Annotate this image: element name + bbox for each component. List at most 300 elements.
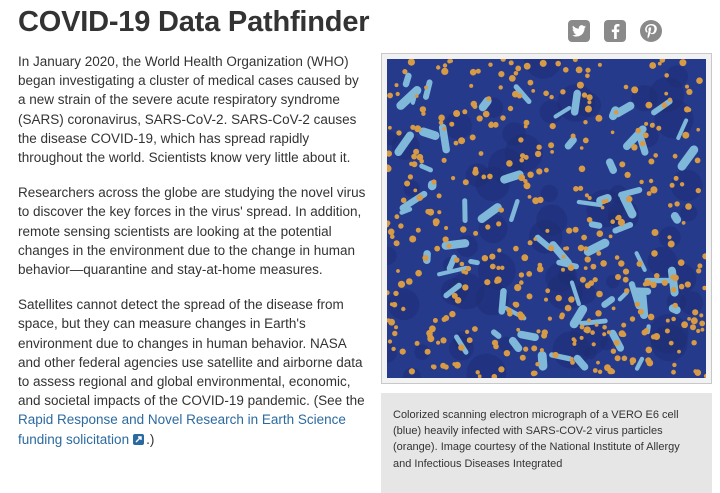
virus-particle [521,254,528,261]
virus-particle [572,342,576,346]
virus-particle [580,146,584,150]
virus-particle [495,276,502,283]
virus-particle [440,337,446,343]
virus-particle [587,100,591,104]
virus-particle [648,159,654,165]
virus-particle [391,347,395,351]
virus-particle [416,228,421,233]
cell-protrusion [537,351,547,371]
virus-particle [415,341,420,346]
virus-particle [520,153,525,158]
virus-particle [559,314,564,319]
virus-particle [436,65,440,69]
figure-caption: Colorized scanning electron micrograph of a VERO E6 cell (blue) heavily infected with SARS-COV-2 virus particles (orange). Image courtesy of the National Institute of Allergy and Infectious Diseases Integrated [393,409,680,470]
virus-particle [664,92,668,96]
virus-particle [390,234,395,239]
virus-particle [566,228,572,234]
virus-particle [420,106,426,112]
virus-particle [580,325,585,330]
virus-particle [442,317,447,322]
virus-particle [630,357,637,364]
virus-particle [626,196,632,202]
virus-particle [587,94,593,100]
virus-particle [449,311,455,317]
virus-particle [537,266,544,273]
cell-texture [680,291,704,315]
virus-particle [516,328,520,332]
virus-particle [519,280,524,285]
virus-particle [692,309,698,315]
virus-particle [488,122,494,128]
virus-particle [540,348,544,352]
virus-particle [668,203,673,208]
virus-particle [550,150,554,154]
virus-particle [394,240,400,246]
virus-particle [401,198,407,204]
external-link-icon [133,434,144,445]
virus-particle [508,106,513,111]
virus-particle [576,67,583,74]
virus-particle [458,344,464,350]
virus-particle [696,128,700,132]
virus-particle [654,273,660,279]
virus-particle [438,115,445,122]
virus-particle [500,266,504,270]
virus-particle [662,280,668,286]
virus-particle [602,332,606,336]
virus-particle [398,223,403,228]
virus-particle [439,120,444,125]
virus-particle [404,181,410,187]
virus-particle [631,86,638,93]
virus-particle [528,240,533,245]
virus-particle [535,151,541,157]
virus-particle [443,63,447,67]
virus-particle [545,288,550,293]
virus-particle [616,215,622,221]
virus-particle [587,318,591,322]
virus-particle [596,291,603,298]
research-paragraph: Researchers across the globe are studying the novel virus to discover the key forces in the virus' spread. In addition, remote sensing scientists are looking at the potential changes in the environment due to the change in human behavior—quarantine and stay-at-home measures. [18,185,366,278]
virus-particle [509,75,516,82]
virus-particle [497,248,501,252]
virus-particle [621,323,626,328]
intro-paragraph: In January 2020, the World Health Organization (WHO) began investigating a cluster of medical cases caused by a new strain of the severe acute respiratory syndrome (SARS) coronavirus, SARS-CoV-2. SARS-CoV-2 causes the disease COVID-19, which has spread rapidly throughout the world. Scientists know very little about it. [18,54,359,166]
virus-particle [528,80,534,86]
virus-particle [463,286,468,291]
virus-particle [587,217,593,223]
facebook-icon [611,24,620,39]
virus-particle [650,123,655,128]
virus-particle [429,325,436,332]
virus-particle [638,309,644,315]
virus-particle [484,279,490,285]
virus-particle [678,259,685,266]
cell-texture [671,170,703,202]
virus-particle [527,172,533,178]
virus-particle [568,296,574,302]
virus-particle [699,321,705,327]
virus-particle [472,326,478,332]
virus-particle [414,125,421,132]
virus-particle [436,341,440,345]
virus-particle [643,132,649,138]
virus-particle [635,302,640,307]
virus-particle [615,355,621,361]
virus-particle [454,257,460,263]
virus-particle [680,182,684,186]
virus-particle [467,337,473,343]
virus-particle [579,166,586,173]
virus-particle [593,368,598,373]
virus-particle [540,60,547,67]
virus-particle [671,317,676,322]
virus-particle [402,69,407,74]
virus-particle [393,291,398,296]
virus-particle [585,256,591,262]
virus-particle [583,328,587,332]
virus-particle [544,298,548,302]
figure-caption-box [381,393,712,493]
virus-particle [415,270,422,277]
virus-particle [549,95,553,99]
virus-particle [618,260,624,266]
virus-particle [597,230,604,237]
virus-particle [649,62,656,69]
funding-solicitation-link[interactable]: Rapid Response and Novel Research in Earth Science funding solicitation [18,412,346,447]
virus-particle [441,68,448,75]
virus-particle [580,277,586,283]
virus-particle [662,102,668,108]
virus-particle [473,167,478,172]
virus-particle [500,115,505,120]
virus-particle [563,67,569,73]
virus-particle [619,330,626,337]
virus-particle [514,284,521,291]
micrograph-image [387,59,706,378]
virus-particle [524,120,530,126]
virus-particle [685,281,691,287]
share-twitter-button[interactable] [568,20,590,42]
virus-particle [506,308,512,314]
virus-particle [646,360,653,367]
virus-particle [425,349,431,355]
virus-particle [611,131,615,135]
article-body [18,52,366,465]
virus-particle [577,82,584,89]
virus-particle [607,330,611,334]
share-bar [568,20,662,42]
virus-particle [513,246,519,252]
virus-particle [479,151,484,156]
virus-particle [518,313,525,320]
virus-particle [650,186,657,193]
virus-particle [394,325,398,329]
virus-particle [465,330,469,334]
virus-particle [449,122,454,127]
virus-particle [674,201,679,206]
virus-particle [570,357,574,361]
virus-particle [580,336,584,340]
virus-particle [388,339,392,343]
virus-particle [427,335,434,342]
virus-particle [466,266,471,271]
satellite-paragraph-end: .) [146,431,155,447]
virus-particle [582,92,587,97]
virus-particle [460,226,466,232]
virus-particle [644,122,648,126]
virus-particle [646,102,653,109]
virus-particle [437,210,441,214]
virus-particle [673,303,678,308]
virus-particle [440,363,446,369]
virus-particle [643,282,647,286]
virus-particle [513,302,518,307]
virus-particle [601,206,605,210]
virus-particle [396,269,400,273]
virus-particle [602,199,607,204]
satellite-paragraph-text: Satellites cannot detect the spread of the disease from space, but they can measure changes in Earth's environment due to changes in human behavior. NASA and other federal agencies use satellite and airborne data to assess regional and global environmental, economic, and societal impacts of the COVID-19 pandemic. (See the [18,297,365,409]
share-facebook-button[interactable] [604,20,626,42]
virus-particle [536,168,542,174]
virus-particle [585,74,590,79]
virus-particle [584,266,588,270]
virus-particle [544,168,549,173]
virus-particle [609,235,613,239]
virus-particle [701,328,705,332]
virus-particle [583,138,589,144]
virus-particle [515,66,521,72]
virus-particle [598,63,602,67]
virus-particle [419,159,424,164]
virus-particle [624,288,629,293]
virus-particle [642,330,648,336]
virus-particle [664,73,669,78]
virus-particle [472,104,477,109]
virus-particle [593,277,598,282]
virus-particle [487,174,493,180]
virus-particle [555,61,561,67]
virus-particle [625,172,631,178]
virus-particle [498,71,504,77]
virus-particle [506,160,513,167]
virus-particle [647,191,652,196]
virus-particle [670,183,675,188]
virus-particle [596,251,601,256]
virus-particle [681,321,688,328]
virus-particle [696,268,701,273]
virus-particle [489,254,495,260]
virus-particle [623,277,629,283]
virus-particle [571,134,576,139]
virus-particle [686,89,692,95]
virus-particle [536,145,541,150]
virus-particle [630,316,635,321]
virus-particle [396,92,400,96]
virus-particle [470,69,477,76]
virus-particle [498,366,504,372]
virus-particle [490,264,496,270]
virus-particle [499,85,503,89]
virus-particle [691,317,698,324]
virus-particle [610,219,615,224]
virus-particle [652,229,659,236]
virus-particle [669,341,674,346]
virus-particle [550,123,556,129]
virus-particle [695,369,702,376]
virus-particle [432,365,437,370]
virus-particle [482,255,488,261]
virus-particle [560,89,565,94]
virus-particle [486,96,491,101]
virus-particle [434,246,440,252]
virus-particle [531,371,537,377]
virus-particle [524,182,531,189]
virus-particle [623,269,629,275]
virus-particle [532,197,539,204]
virus-particle [496,266,500,270]
virus-particle [406,278,413,285]
virus-particle [600,260,607,267]
virus-particle [631,144,637,150]
virus-particle [469,84,473,88]
virus-particle [598,370,602,374]
virus-particle [535,362,539,366]
virus-particle [568,265,574,271]
virus-particle [545,229,549,233]
virus-particle [696,77,703,84]
virus-particle [512,91,519,98]
virus-particle [531,345,537,351]
micrograph-figure [381,53,712,384]
virus-particle [685,85,689,89]
virus-particle [543,91,549,97]
virus-particle [696,188,701,193]
virus-particle [610,369,615,374]
virus-particle [524,125,528,129]
virus-particle [584,246,589,251]
virus-particle [548,142,554,148]
virus-particle [409,236,416,243]
page-title: COVID-19 Data Pathfinder [18,6,370,38]
virus-particle [570,360,575,365]
virus-particle [417,195,423,201]
virus-particle [699,313,703,317]
virus-particle [649,179,653,183]
virus-particle [585,68,590,73]
virus-particle [585,283,591,289]
virus-particle [585,193,589,197]
virus-particle [548,245,554,251]
virus-particle [653,153,658,158]
virus-particle [413,189,417,193]
virus-particle [464,271,468,275]
virus-particle [640,141,646,147]
virus-particle [401,307,405,311]
virus-particle [451,176,455,180]
virus-particle [388,229,395,236]
virus-particle [409,368,415,374]
virus-particle [595,323,599,327]
virus-particle [458,137,465,144]
virus-particle [656,126,661,131]
virus-particle [526,271,532,277]
virus-particle [442,127,446,131]
virus-particle [668,98,672,102]
virus-particle [651,250,658,257]
virus-particle [542,329,548,335]
virus-particle [615,255,620,260]
virus-particle [653,333,660,340]
virus-particle [596,361,600,365]
virus-particle [447,244,452,249]
virus-particle [424,86,428,90]
virus-particle [488,63,492,67]
virus-particle [454,362,461,369]
virus-particle [415,94,419,98]
virus-particle [581,235,587,241]
virus-particle [536,329,540,333]
virus-particle [650,282,656,288]
virus-particle [690,324,696,330]
virus-particle [470,134,476,140]
virus-particle [679,284,685,290]
virus-particle [395,214,400,219]
virus-particle [573,186,579,192]
virus-particle [396,130,401,135]
virus-particle [504,350,510,356]
virus-particle [670,275,675,280]
virus-particle [433,221,439,227]
virus-particle [413,149,419,155]
virus-particle [679,59,686,66]
virus-particle [585,106,592,113]
virus-particle [668,241,675,248]
virus-particle [684,106,690,112]
virus-particle [442,158,447,163]
virus-particle [562,255,566,259]
virus-particle [523,347,528,352]
virus-particle [671,370,676,375]
virus-particle [514,71,519,76]
virus-particle [696,329,700,333]
virus-particle [427,209,434,216]
virus-particle [671,287,677,293]
virus-particle [578,245,584,251]
virus-particle [667,235,671,239]
virus-particle [395,83,399,87]
virus-particle [619,161,625,167]
virus-particle [552,352,558,358]
virus-particle [387,93,393,99]
virus-particle [524,63,531,70]
virus-particle [519,272,524,277]
virus-particle [672,363,676,367]
virus-particle [531,89,535,93]
virus-particle [398,281,405,288]
virus-particle [483,111,490,118]
virus-particle [449,59,453,63]
virus-particle [624,85,629,90]
share-pinterest-button[interactable] [640,20,662,42]
virus-particle [533,237,537,241]
virus-particle [677,350,681,354]
virus-particle [444,226,448,230]
virus-particle [646,348,650,352]
virus-particle [691,340,696,345]
virus-particle [453,110,460,117]
pinterest-icon [645,24,657,39]
